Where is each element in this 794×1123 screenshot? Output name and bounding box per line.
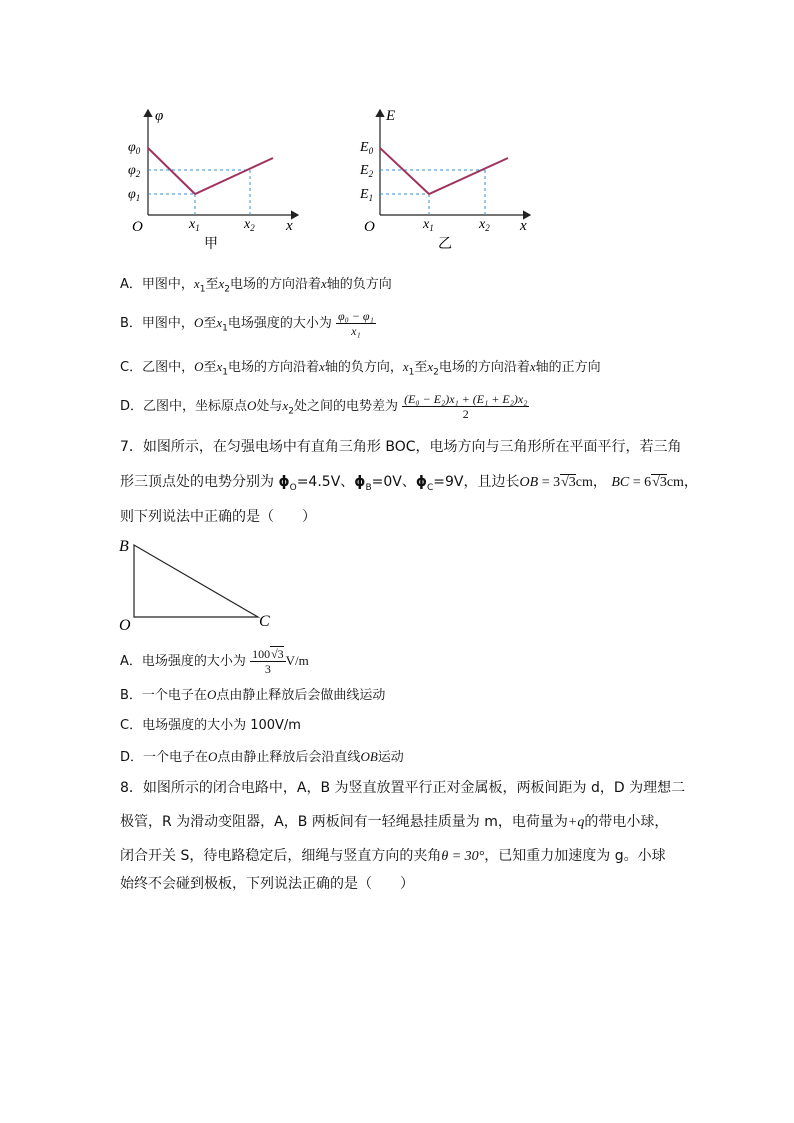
x-axis-label: x xyxy=(286,218,293,234)
origin-label: O xyxy=(132,219,143,235)
option-label: C． xyxy=(120,718,143,733)
tick-phi0: $\varphi_0$ xyxy=(128,140,141,156)
option-label: A． xyxy=(120,654,142,669)
tick-e1: $E_1$ xyxy=(360,187,374,203)
option-label: C． xyxy=(120,360,143,375)
tick-x1: $x_1$ xyxy=(423,217,434,233)
field-curve xyxy=(380,148,508,194)
tick-x1: $x_1$ xyxy=(189,217,200,233)
q6-option-b: B．甲图中，O至$x_1$电场强度的大小为 $\frac{\text{φ₀ − φ₁}}{\text{x₁}}$ xyxy=(120,309,374,338)
option-label: D． xyxy=(120,399,144,414)
q7-line-3: 则下列说法中正确的是（ ） xyxy=(120,509,316,525)
graph-caption: 乙 xyxy=(438,236,452,252)
tick-x2: $x_2$ xyxy=(479,217,490,233)
tick-e0: $E_0$ xyxy=(360,140,374,156)
x-axis-label: x xyxy=(520,218,527,234)
fraction: $\frac{\text{φ₀ − φ₁}}{\text{x₁}}$ xyxy=(338,309,374,338)
q8-line-3: 闭合开关 S，待电路稳定后，细绳与竖直方向的夹角θ = 30°，已知重力加速度为 g。小球 xyxy=(120,848,666,864)
y-axis-label: E xyxy=(386,108,396,124)
triangle-boc xyxy=(115,535,280,635)
q7-option-c: C．电场强度的大小为 100V/m xyxy=(120,718,301,733)
graph-jia xyxy=(120,100,320,255)
tick-x2: $x_2$ xyxy=(244,217,255,233)
q8-line-4: 始终不会碰到极板，下列说法正确的是（ ） xyxy=(120,876,414,892)
q8-line-1: 8．如图所示的闭合电路中，A，B 为竖直放置平行正对金属板，两板间距为 d，D 为理想二 xyxy=(120,780,686,796)
option-label: B． xyxy=(120,316,142,331)
q7-line-2: 形三顶点处的电势分别为 $\phi_O=4.5V$、$\phi_B=0V$、$\phi_C=9V$，且边长OB = 3√3cm， BC = 6√3cm， xyxy=(120,474,698,493)
origin-label: O xyxy=(364,219,375,235)
q6-option-c: C．乙图中，O至$x_1$电场的方向沿着x轴的负方向，$x_1$至$x_2$电场的方向沿着x轴的正方向 xyxy=(120,359,601,378)
q8-line-2: 极管，R 为滑动变阻器，A，B 两板间有一轻绳悬挂质量为 m，电荷量为+q的带电小球， xyxy=(120,814,669,830)
sqrt: √3 xyxy=(561,475,576,490)
graph-caption: 甲 xyxy=(204,236,218,252)
q7-option-b: B．一个电子在O点由静止释放后会做曲线运动 xyxy=(120,687,386,703)
q6-option-d: D．乙图中，坐标原点O处与$x_2$处之间的电势差为 $\frac{\text{(E₀ − E₂)x₁ + (E₁ + E₂)x₂}}{2}$ xyxy=(120,392,528,421)
option-label: A． xyxy=(120,277,142,292)
q6-option-a: A．甲图中，$x_1$至$x_2$电场的方向沿着x轴的负方向 xyxy=(120,276,392,295)
fraction: $\frac{100√3}{3}$ xyxy=(252,647,284,676)
q7-option-d: D．一个电子在O点由静止释放后会沿直线OB运动 xyxy=(120,749,404,765)
sqrt: √3 xyxy=(652,475,667,490)
q7-option-a: A．电场强度的大小为 $\frac{100√3}{3}$ V/m xyxy=(120,647,309,676)
tick-phi2: $\varphi_2$ xyxy=(128,163,141,179)
tick-phi1: $\varphi_1$ xyxy=(128,187,141,203)
fraction: $\frac{\text{(E₀ − E₂)x₁ + (E₁ + E₂)x₂}}{2}$ xyxy=(404,392,528,421)
vertex-b: B xyxy=(119,538,129,555)
graph-yi xyxy=(352,100,552,255)
vertex-o: O xyxy=(119,617,131,634)
q7-line-1: 7．如图所示，在匀强电场中有直角三角形 BOC，电场方向与三角形所在平面平行，若三角 xyxy=(120,439,682,455)
y-axis-label: φ xyxy=(155,108,164,124)
vertex-c: C xyxy=(259,613,270,630)
option-label: D． xyxy=(120,750,144,765)
tick-e2: $E_2$ xyxy=(360,163,374,179)
option-label: B． xyxy=(120,688,142,703)
potential-curve xyxy=(148,148,273,194)
triangle xyxy=(134,545,258,617)
